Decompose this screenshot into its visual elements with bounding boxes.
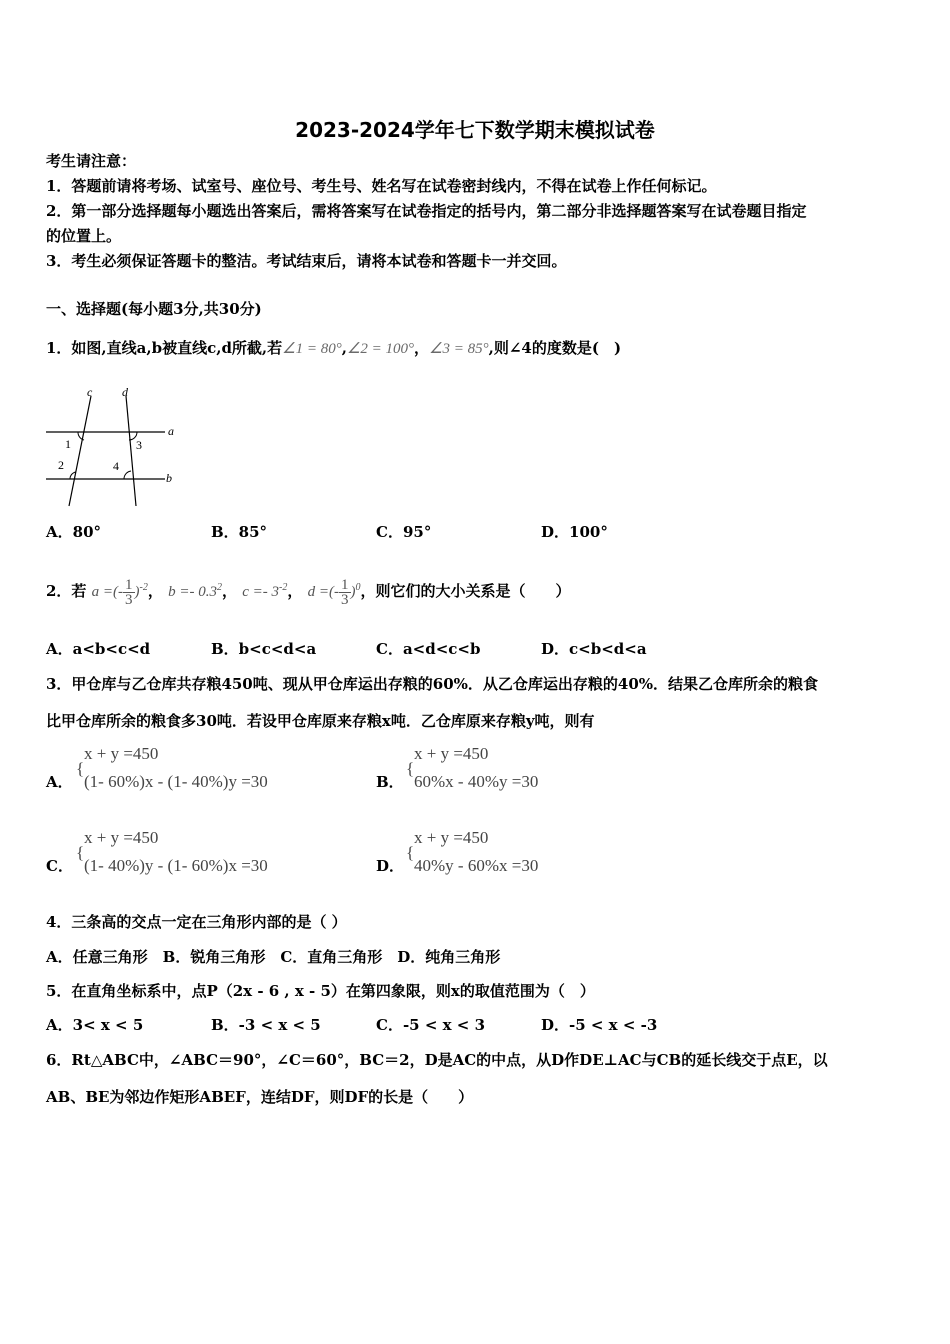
brace: { bbox=[406, 843, 415, 862]
label-a: a bbox=[168, 424, 174, 438]
option-label: C． bbox=[46, 857, 73, 875]
option: B．b<c<d<a bbox=[211, 640, 317, 658]
notice-item: 的位置上。 bbox=[46, 227, 122, 245]
page-title: 2023-2024学年七下数学期末模拟试卷 bbox=[295, 118, 655, 142]
equation: (1- 60%)x - (1- 40%)y =30 bbox=[84, 772, 268, 791]
notice-heading: 考生请注意： bbox=[46, 152, 137, 170]
label-1: 1 bbox=[65, 437, 71, 451]
question-6-line1: 6．Rt△ABC中，∠ABC＝90°，∠C＝60°，BC＝2，D是AC的中点，从D作DE⊥AC与CB的延长线交于点E，以 bbox=[46, 1051, 828, 1069]
q1-figure bbox=[40, 380, 190, 510]
equation: x + y =450 bbox=[84, 828, 159, 847]
option-label: A． bbox=[46, 773, 73, 791]
question-6-line2: AB、BE为邻边作矩形ABEF，连结DF，则DF的长是（ ） bbox=[46, 1088, 474, 1106]
section-heading: 一、选择题(每小题3分,共30分) bbox=[46, 300, 262, 318]
q2-b: $b =- 0.3^2$ bbox=[168, 582, 223, 600]
option-label: D． bbox=[376, 857, 405, 875]
equation-system-a bbox=[84, 740, 268, 796]
question-5: 5．在直角坐标系中，点P（2x - 6 , x - 5）在第四象限，则x的取值范围为（ ） bbox=[46, 982, 595, 1000]
q1-prefix: 1．如图,直线a,b被直线c,d所截,若 bbox=[46, 339, 283, 357]
fraction: $\frac{1}{3}$ bbox=[341, 577, 349, 609]
equation-system-b bbox=[414, 740, 538, 796]
q1-sep: ， bbox=[414, 339, 430, 357]
option: B．-3 < x < 5 bbox=[211, 1016, 321, 1034]
q1-angle2: ∠2 = 100° bbox=[346, 341, 415, 357]
equation: x + y =450 bbox=[84, 744, 159, 763]
angle4-arc bbox=[124, 471, 131, 479]
option: A．3< x < 5 bbox=[46, 1016, 144, 1034]
brace: { bbox=[406, 759, 415, 778]
question-2: 2．若 a =(- $\frac{1}{3}$ )$^{-2}$， $b =- 0.3^2$， $c =- 3^{-2}$， d =(- $\frac{1}{3}$ )$^0$，则它们的大小关系是（ ） bbox=[46, 577, 571, 609]
question-3-line1: 3．甲仓库与乙仓库共存粮450吨、现从甲仓库运出存粮的60%．从乙仓库运出存粮的40%．结果乙仓库所余的粮食 bbox=[46, 675, 819, 693]
label-2: 2 bbox=[58, 458, 64, 472]
option: A．80° bbox=[46, 523, 102, 541]
equation: x + y =450 bbox=[414, 828, 489, 847]
line-d bbox=[126, 396, 136, 506]
option: D．c<b<d<a bbox=[541, 640, 647, 658]
q1-sep: , bbox=[341, 339, 347, 357]
label-3: 3 bbox=[136, 438, 142, 452]
notice-item: 3．考生必须保证答题卡的整洁。考试结束后，请将本试卷和答题卡一并交回。 bbox=[46, 252, 567, 270]
line-c bbox=[69, 396, 91, 506]
fraction: $\frac{1}{3}$ bbox=[125, 577, 133, 609]
option: C．a<d<c<b bbox=[376, 640, 481, 658]
question-4: 4．三条高的交点一定在三角形内部的是（ ） bbox=[46, 913, 347, 931]
option: C．95° bbox=[376, 523, 432, 541]
q2-d: d =(- $\frac{1}{3}$ )$^0$ bbox=[307, 577, 361, 609]
equation-system-c bbox=[84, 824, 268, 880]
question-1 bbox=[46, 338, 621, 359]
equation: 40%y - 60%x =30 bbox=[414, 856, 539, 875]
option: D．-5 < x < -3 bbox=[541, 1016, 658, 1034]
label-4: 4 bbox=[113, 459, 119, 473]
q1-angle1: ∠1 = 80° bbox=[282, 341, 342, 357]
equation-system-d bbox=[414, 824, 538, 880]
q2-a: a =(- $\frac{1}{3}$ )$^{-2}$ bbox=[91, 577, 148, 609]
question-3-line2: 比甲仓库所余的粮食多30吨．若设甲仓库原来存粮x吨．乙仓库原来存粮y吨，则有 bbox=[46, 712, 595, 730]
label-c: c bbox=[87, 385, 93, 399]
q2-prefix: 2．若 bbox=[46, 582, 87, 600]
equation: 60%x - 40%y =30 bbox=[414, 772, 539, 791]
q1-angle3: ∠3 = 85° bbox=[429, 341, 489, 357]
label-d: d bbox=[122, 385, 128, 399]
equation: x + y =450 bbox=[414, 744, 489, 763]
option-label: B． bbox=[376, 773, 404, 791]
option: B．85° bbox=[211, 523, 268, 541]
notice-item: 1．答题前请将考场、试室号、座位号、考生号、姓名写在试卷密封线内，不得在试卷上作任何标记。 bbox=[46, 177, 717, 195]
q1-suffix: ,则∠4的度数是( ) bbox=[488, 339, 622, 357]
q2-c: $c =- 3^{-2}$ bbox=[242, 582, 288, 600]
brace: { bbox=[76, 843, 85, 862]
question-4-options: A．任意三角形 B．锐角三角形 C．直角三角形 D．纯角三角形 bbox=[46, 948, 501, 966]
option: C．-5 < x < 3 bbox=[376, 1016, 486, 1034]
label-b: b bbox=[166, 471, 172, 485]
option: D．100° bbox=[541, 523, 608, 541]
notice-item: 2．第一部分选择题每小题选出答案后，需将答案写在试卷指定的括号内，第二部分非选择题答案写在试卷题目指定 bbox=[46, 202, 807, 220]
equation: (1- 40%)y - (1- 60%)x =30 bbox=[84, 856, 268, 875]
option: A．a<b<c<d bbox=[46, 640, 151, 658]
brace: { bbox=[76, 759, 85, 778]
